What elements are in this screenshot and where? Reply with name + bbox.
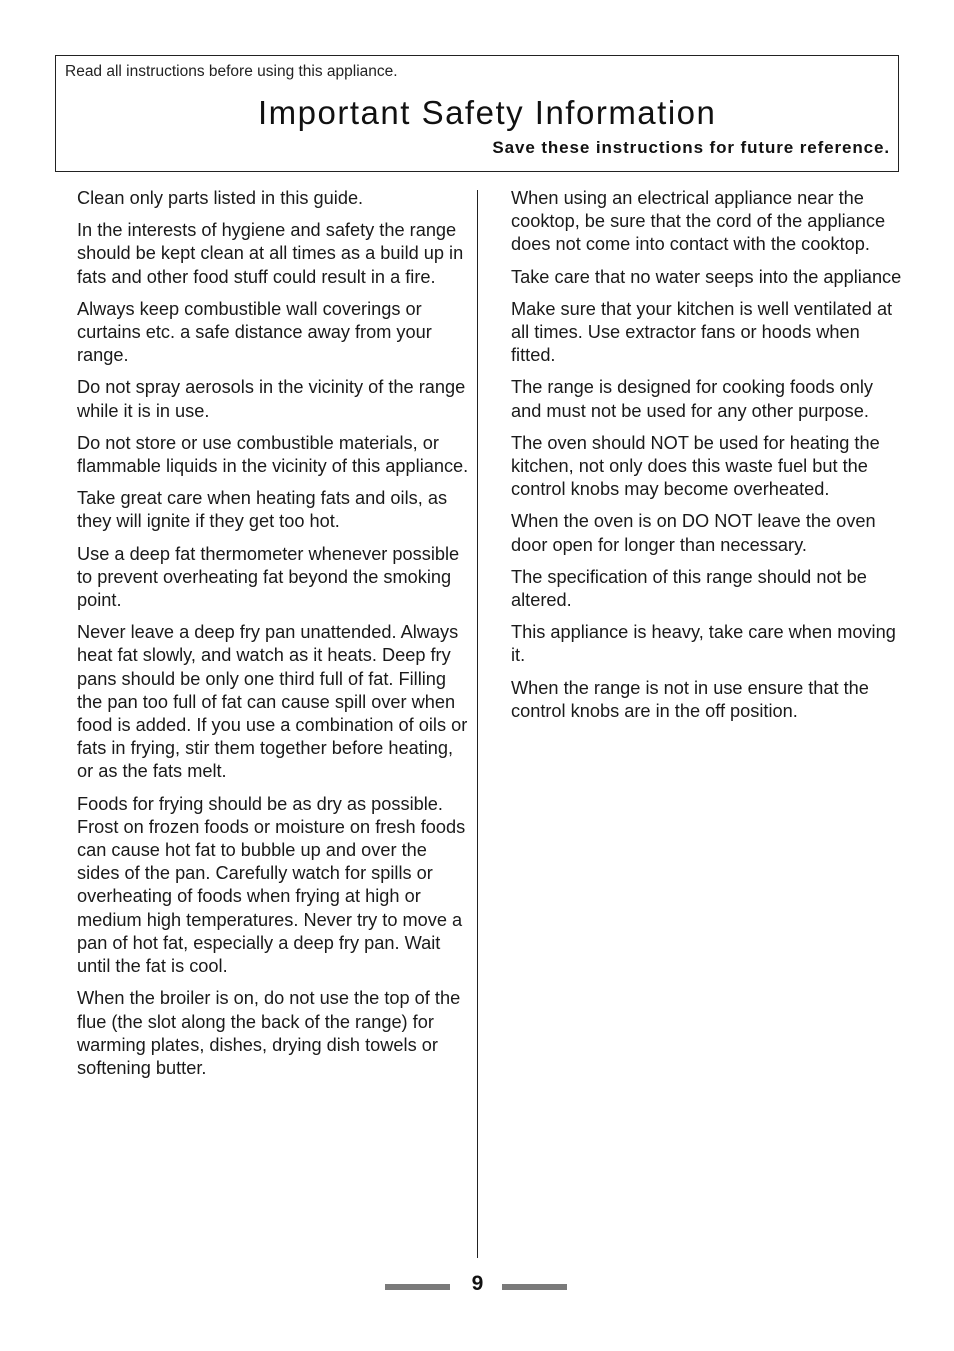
safety-paragraph: The range is designed for cooking foods only and must not be used for any other purpose.: [511, 377, 873, 421]
right-column: [511, 187, 906, 732]
safety-paragraph: In the interests of hygiene and safety the range should be kept clean at all times as a build up in fats and other food stuff could result in a fire.: [77, 220, 464, 287]
safety-paragraph: Never leave a deep fry pan unattended. Always heat fat slowly, and watch as it heats. Deep fry pans should be only one third full of fat. Filling the pan too full of fat can cause spill over when food is added. If you use a combination of oils or fats in frying, stir them together before heating, or as the fats melt.: [77, 622, 468, 782]
read-instructions-notice: Read all instructions before using this appliance.: [65, 63, 398, 80]
left-column: [77, 187, 472, 1089]
footer-right-bar: [502, 1284, 567, 1290]
page-number: 9: [471, 1272, 484, 1295]
page-title: Important Safety Information: [258, 94, 717, 131]
safety-paragraph: When using an electrical appliance near the cooktop, be sure that the cord of the appliance does not come into contact with the cooktop.: [511, 188, 886, 255]
safety-paragraph: Make sure that your kitchen is well ventilated at all times. Use extractor fans or hoods when fitted.: [511, 298, 893, 366]
safety-paragraph: Do not store or use combustible materials, or flammable liquids in the vicinity of this appliance.: [77, 432, 469, 477]
safety-paragraph: The oven should NOT be used for heating the kitchen, not only does this waste fuel but the control knobs may become overheated.: [511, 432, 880, 500]
safety-paragraph: The specification of this range should not be altered.: [511, 566, 867, 611]
safety-paragraph: When the oven is on DO NOT leave the oven door open for longer than necessary.: [511, 511, 876, 555]
safety-paragraph: Take care that no water seeps into the appliance: [511, 266, 902, 287]
safety-paragraph: When the broiler is on, do not use the top of the flue (the slot along the back of the range) for warming plates, dishes, drying dish towels or softening butter.: [77, 988, 461, 1078]
safety-paragraph: Take great care when heating fats and oils, as they will ignite if they get too hot.: [77, 488, 448, 532]
safety-paragraph: Foods for frying should be as dry as possible. Frost on frozen foods or moisture on fresh foods can cause hot fat to bubble up and over the sides of the pan. Carefully watch for spills or overheating of foods when frying at high or medium high temperatures. Never try to move a pan of hot fat, especially a deep fry pan. Wait until the fat is cool.: [77, 793, 466, 977]
safety-paragraph: Do not spray aerosols in the vicinity of the range while it is in use.: [77, 377, 466, 421]
column-divider: [477, 190, 478, 1258]
safety-paragraph: Clean only parts listed in this guide.: [77, 188, 364, 208]
safety-paragraph: Always keep combustible wall coverings or curtains etc. a safe distance away from your range.: [77, 298, 432, 366]
safety-header-box: [55, 55, 899, 172]
save-instructions-subtitle: Save these instructions for future reference.: [492, 138, 890, 157]
page-footer: [0, 1272, 954, 1302]
safety-paragraph: When the range is not in use ensure that the control knobs are in the off position.: [511, 677, 869, 721]
safety-paragraph: This appliance is heavy, take care when moving it.: [511, 622, 896, 666]
safety-paragraph: Use a deep fat thermometer whenever possible to prevent overheating fat beyond the smoking point.: [77, 543, 460, 611]
footer-left-bar: [385, 1284, 450, 1290]
